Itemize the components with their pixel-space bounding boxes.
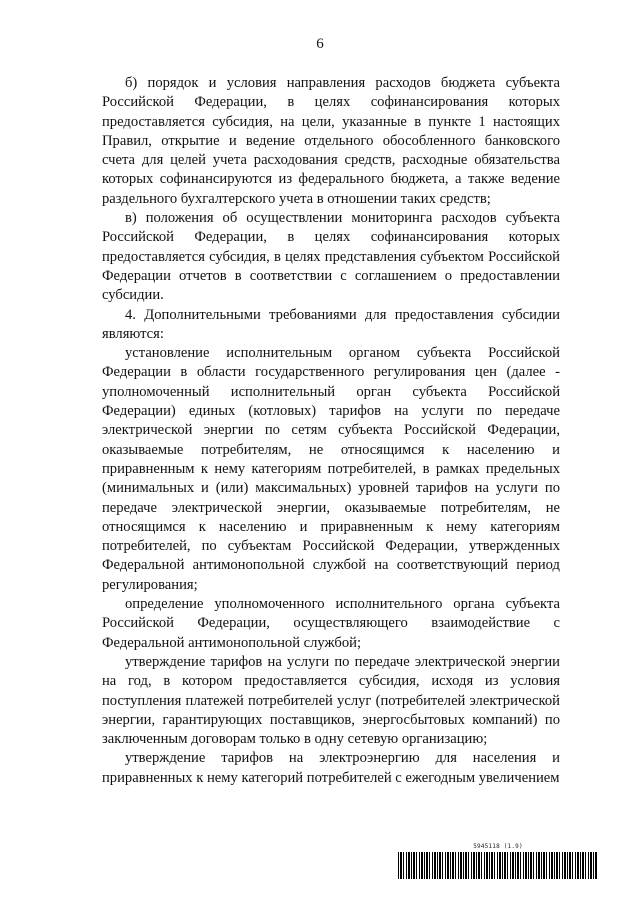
barcode-id: 5945118 (1.9) bbox=[473, 843, 523, 850]
paragraph-authority-designation: определение уполномоченного исполнительного органа субъекта Российской Федерации, осуществляющего взаимодействие с Федеральной антимонопольной службой; bbox=[102, 596, 560, 651]
barcode bbox=[398, 843, 598, 879]
paragraph-population-tariffs: утверждение тарифов на электроэнергию для населения и приравненных к нему категорий потребителей с ежегодным увеличением bbox=[102, 750, 560, 786]
paragraph-tariff-setting: установление исполнительным органом субъекта Российской Федерации в области государственного регулирования цен (далее - уполномоченный исполнительный орган субъекта Российской Федерации) единых (котловых) тарифов на услуги по передаче электрической энергии по сетям субъекта Российской Федерации, оказываемые потребителям, не относящимся к населению и приравненным к нему категориям потребителей, в рамках предельных (минимальных и (или) максимальных) уровней тарифов на услуги по передаче электрической энергии, оказываемые потребителям, не относящимся к населению и приравненным к нему категориям потребителей, по субъектам Российской Федерации, утвержденных Федеральной антимонопольной службой на соответствующий период регулирования; bbox=[102, 345, 560, 593]
paragraph-v: в) положения об осуществлении мониторинга расходов субъекта Российской Федерации, в целях софинансирования которых предоставляется субсидия, в целях представления субъектом Российской Федерации отчетов в соответствии с соглашением о предоставлении субсидии. bbox=[102, 210, 560, 304]
paragraph-4: 4. Дополнительными требованиями для предоставления субсидии являются: bbox=[102, 306, 560, 342]
paragraph-tariff-approval: утверждение тарифов на услуги по передаче электрической энергии на год, в котором предоставляется субсидия, исходя из условия поступления платежей потребителей услуг (потребителей электрической энергии, гарантирующих поставщиков, энергосбытовых компаний) по заключенным договорам только в одну сетевую организацию; bbox=[102, 653, 560, 748]
document-body bbox=[102, 74, 560, 788]
barcode-bars bbox=[398, 852, 598, 879]
page-number: 6 bbox=[316, 36, 324, 52]
paragraph-b: б) порядок и условия направления расходов бюджета субъекта Российской Федерации, в целях софинансирования которых предоставляется субсидия, на цели, указанные в пункте 1 настоящих Правил, открытие и ведение отдельного обособленного банковского счета для целей учета расходования средств, расходные обязательства которых софинансируются из федерального бюджета, а также ведение раздельного бухгалтерского учета в отношении таких средств; bbox=[102, 75, 560, 207]
